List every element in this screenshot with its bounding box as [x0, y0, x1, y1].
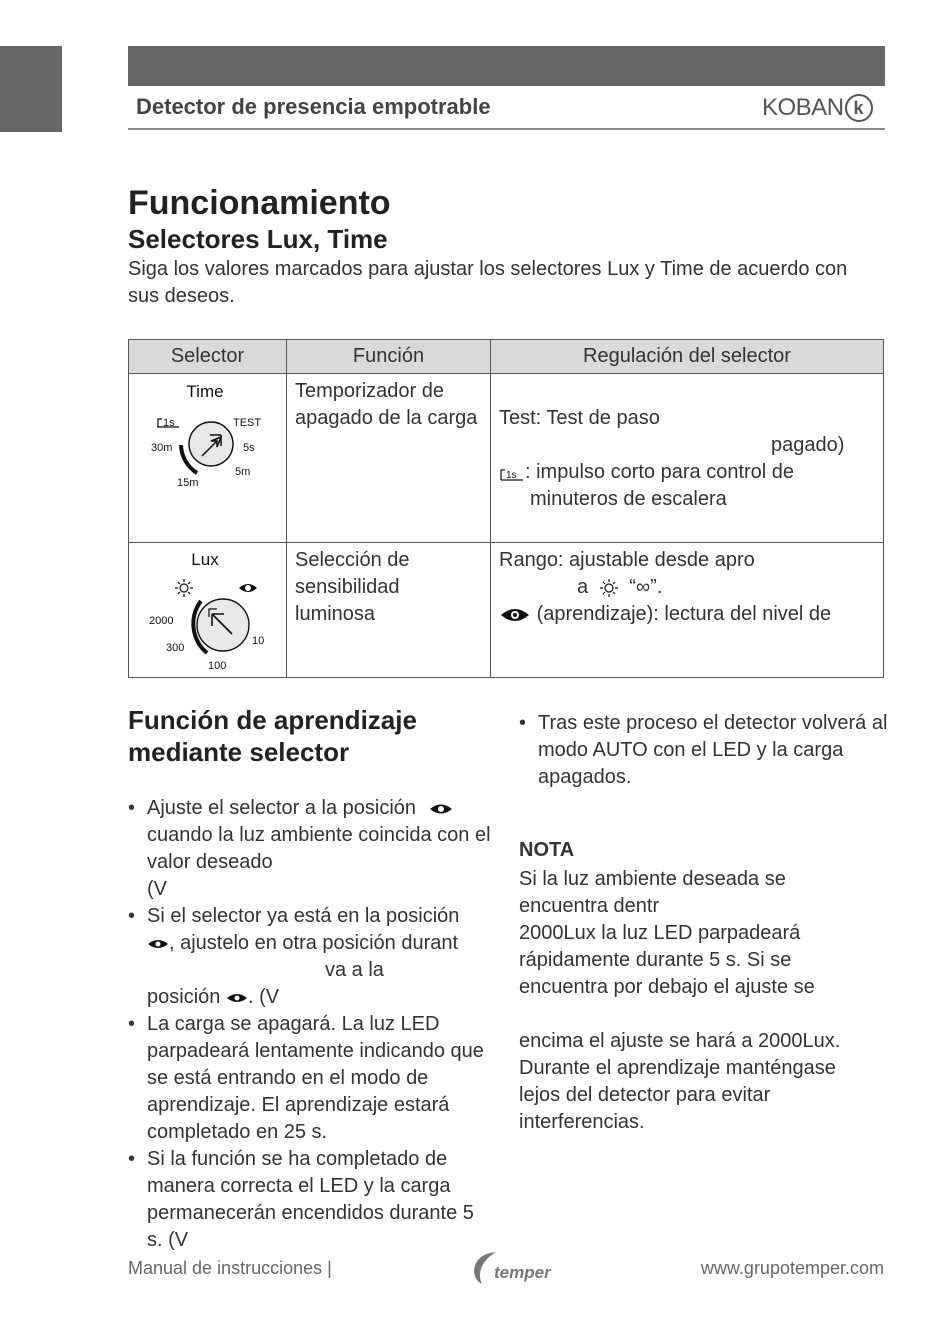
time-dial-title: Time [186, 382, 224, 401]
learning-steps [128, 795, 493, 1254]
brand-k-icon: k [845, 94, 873, 122]
lux-function-cell [287, 543, 491, 678]
eye-icon [239, 584, 257, 592]
pulse-1s-icon [499, 464, 525, 482]
lux-label-100: 100 [208, 660, 227, 672]
reg-learning-text: (aprendizaje): lectura del nivel de [536, 603, 832, 625]
lux-dial-icon [129, 543, 284, 675]
lux-regulation-cell [491, 543, 884, 678]
note-line: rápidamente durante 5 s. Si se [519, 949, 792, 971]
time-label-1s: 1s [163, 417, 175, 429]
step2-text-d: posición [147, 986, 221, 1008]
temper-logo [470, 1246, 551, 1286]
step1-text-c: (V [147, 878, 167, 900]
page-title: Funcionamiento [128, 184, 391, 222]
eye-icon [147, 937, 169, 951]
note-line: lejos del detector para evitar [519, 1084, 771, 1106]
time-label-5s: 5s [243, 442, 255, 454]
table-row [129, 543, 884, 678]
time-dial-icon [129, 374, 284, 540]
lux-label-300: 300 [166, 642, 185, 654]
header-rule [128, 128, 885, 130]
col-header-selector: Selector [129, 340, 287, 374]
time-label-30m: 30m [151, 442, 173, 454]
note-line: 2000Lux la luz LED parpadeará [519, 922, 801, 944]
lux-dial-cell [129, 543, 287, 678]
side-tab [0, 46, 62, 132]
time-function-cell [287, 374, 491, 543]
list-item: • Tras este proceso el detector volverá al modo AUTO con el LED y la carga apagados. [519, 710, 889, 791]
step2-text-c: va a la [325, 959, 384, 981]
learning-title-line2: mediante selector [128, 737, 350, 767]
note-line: encuentra dentr [519, 895, 660, 917]
eye-icon [226, 991, 248, 1005]
eye-icon [428, 801, 454, 817]
temper-logo-text: temper [494, 1263, 551, 1282]
sun-icon [598, 578, 620, 598]
sun-icon [175, 579, 193, 597]
brand-text: KOBAN [762, 94, 844, 121]
reg-learning-line [499, 601, 875, 628]
learning-title-line1: Función de aprendizaje [128, 705, 417, 735]
reg-infinity-text: “∞”. [629, 576, 663, 598]
reg-stairs-line: minuteros de escalera [530, 488, 727, 510]
lux-label-2000: 2000 [149, 615, 174, 627]
col-header-regulation: Regulación del selector [491, 340, 884, 374]
time-label-5m: 5m [235, 466, 251, 478]
col-header-function: Función [287, 340, 491, 374]
step1-text-a: Ajuste el selector a la posición [147, 797, 417, 819]
learning-title [128, 704, 417, 768]
header-bar [128, 46, 885, 86]
list-item [128, 795, 493, 903]
lux-function-text: Selección de sensibilidad luminosa [295, 549, 410, 625]
selector-table [128, 339, 884, 678]
brand-logo [762, 93, 873, 123]
note-line: Si la luz ambiente deseada se [519, 868, 786, 890]
reg-pagado-line: pagado) [771, 434, 845, 456]
table-row [129, 374, 884, 543]
time-dial-cell [129, 374, 287, 543]
reg-range-line: Rango: ajustable desde apro [499, 549, 755, 571]
reg-test-line: Test: Test de paso [499, 407, 660, 429]
time-function-text: Temporizador de apagado de la carga [295, 380, 478, 429]
list-item: • La carga se apagará. La luz LED parpadeará lentamente indicando que se está entrando en el modo de aprendizaje. El aprendizaje estará completado en 25 s. [128, 1011, 493, 1146]
note-line: interferencias. [519, 1111, 645, 1133]
time-label-test: TEST [233, 417, 262, 429]
list-item [128, 903, 493, 1011]
note-title: NOTA [519, 839, 575, 861]
reg-sun-line [499, 574, 875, 601]
section-title: Selectores Lux, Time [128, 224, 388, 254]
learning-after [519, 710, 889, 791]
footer-url[interactable]: www.grupotemper.com [700, 1258, 884, 1278]
reg-impulse-text: : impulso corto para control de [525, 461, 795, 483]
reg-a-text: a [577, 576, 589, 598]
note-line [519, 1001, 884, 1028]
note-line: encima el ajuste se hará a 2000Lux. [519, 1030, 841, 1052]
lux-dial-title: Lux [191, 550, 219, 569]
reg-impulse-line [499, 459, 875, 486]
time-regulation-cell [491, 374, 884, 543]
step2-text-a: Si el selector ya está en la posición [147, 905, 460, 927]
header-title: Detector de presencia empotrable [136, 94, 491, 119]
step2-text-e: . (V [247, 986, 280, 1008]
note-line: Durante el aprendizaje manténgase [519, 1057, 836, 1079]
note-line: encuentra por debajo el ajuste se [519, 976, 815, 998]
svg-text:1s: 1s [506, 469, 517, 481]
lux-label-10: 10 [252, 635, 265, 647]
footer-manual: Manual de instrucciones | [128, 1258, 332, 1278]
time-label-15m: 15m [177, 477, 199, 489]
eye-icon [499, 605, 531, 625]
intro-text: Siga los valores marcados para ajustar los selectores Lux y Time de acuerdo con sus deseos. [128, 258, 848, 307]
table-header-row [129, 340, 884, 374]
step2-text-b: , ajustelo en otra posición durant [169, 932, 459, 954]
note-body [519, 866, 884, 1136]
step1-text-b: cuando la luz ambiente coincida con el valor deseado [147, 824, 491, 873]
list-item: • Si la función se ha completado de manera correcta el LED y la carga permanecerán encendidos durante 5 s. (V [128, 1146, 493, 1254]
